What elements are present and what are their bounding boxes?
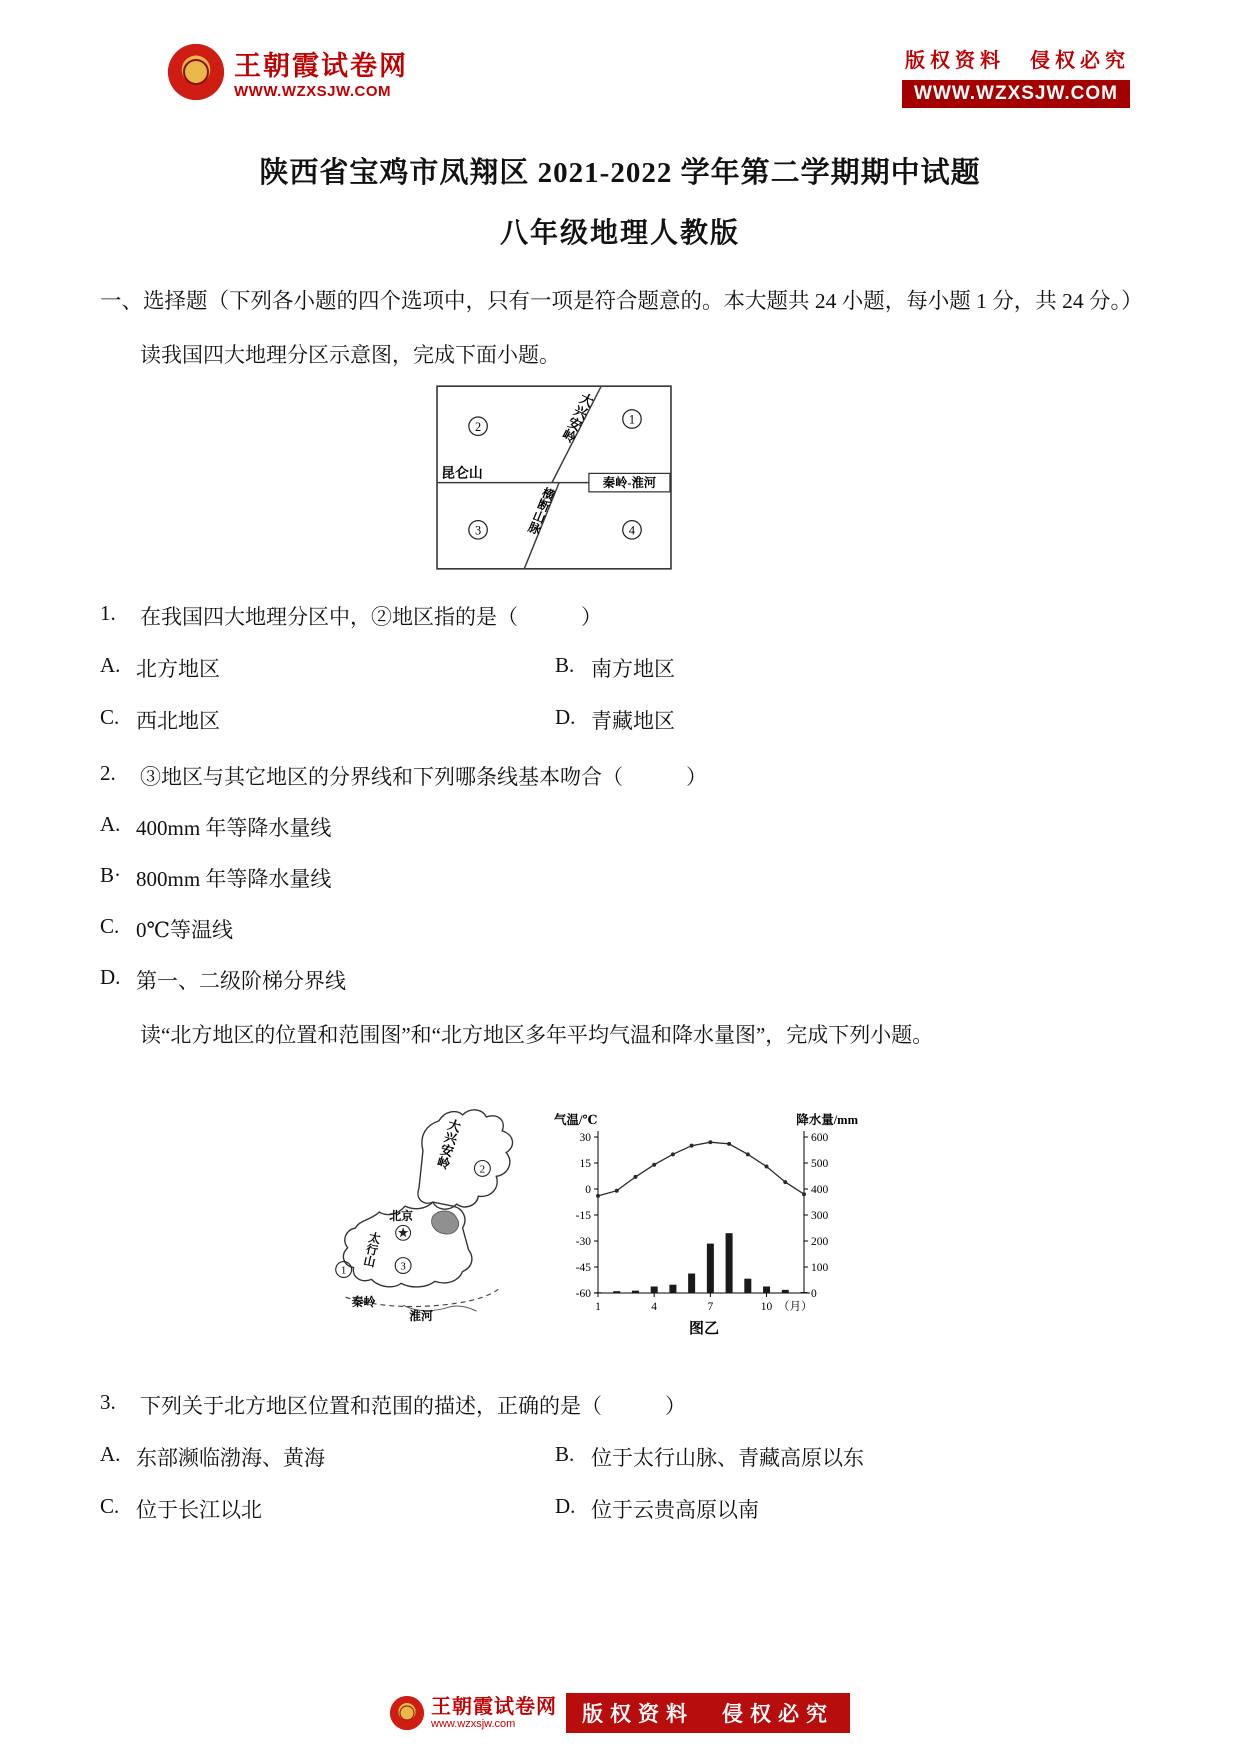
left-tick-label: 15 [579, 1158, 591, 1171]
question-2 [0, 761, 1240, 995]
option-b [555, 653, 1140, 683]
chart-caption: 图乙 [688, 1321, 720, 1338]
temperature-point [802, 1192, 806, 1196]
x-axis-unit: （月） [778, 1301, 813, 1314]
left-tick-label: -30 [575, 1236, 591, 1249]
option-a [100, 812, 1140, 842]
temperature-point [652, 1163, 656, 1167]
page-footer [0, 1693, 1240, 1733]
qinling-label: 秦岭 [351, 1295, 376, 1310]
question-2-options [100, 812, 1140, 995]
footer-copyright-banner: 版权资料 侵权必究 [566, 1693, 850, 1733]
site-logo [168, 44, 408, 100]
region-1-number: 1 [340, 1264, 347, 1277]
option-label: A. [100, 812, 121, 837]
question-3 [0, 1390, 1240, 1524]
shaded-sea-area [432, 1211, 459, 1234]
precipitation-bar [744, 1279, 751, 1293]
option-label: B. [555, 1442, 575, 1467]
daxinganling-label: 大兴安岭 [433, 1117, 462, 1171]
right-tick-label: 300 [811, 1210, 829, 1223]
left-tick-label: 30 [579, 1132, 591, 1145]
option-text: 0℃等温线 [136, 918, 233, 943]
region-1-marker [623, 410, 641, 428]
question-3-options [100, 1420, 1140, 1524]
question-text: 下列关于北方地区位置和范围的描述，正确的是（ ） [140, 1394, 686, 1419]
region-2-marker [469, 417, 487, 435]
option-text: 位于长江以北 [136, 1498, 262, 1523]
climate-chart [552, 1107, 862, 1339]
option-label: B· [100, 863, 121, 888]
beijing-capital-marker [396, 1225, 411, 1240]
precipitation-bar [595, 1292, 602, 1293]
option-text: 青藏地区 [591, 709, 675, 734]
option-c [100, 914, 1140, 944]
question-text: 在我国四大地理分区中，②地区指的是（ ） [140, 605, 602, 630]
brand-text [234, 44, 408, 100]
option-d [555, 1494, 1140, 1524]
section-heading: 一、选择题（下列各小题的四个选项中，只有一项是符合题意的。本大题共 24 小题，每小题 1 分，共 24 分。） [100, 289, 1143, 313]
question-text: ③地区与其它地区的分界线和下列哪条线基本吻合（ ） [140, 765, 707, 790]
option-c [100, 705, 555, 735]
copyright-url-banner: WWW.WZXSJW.COM [902, 80, 1130, 108]
footer-brand-site-url: www.wzxsjw.com [431, 1718, 516, 1730]
temperature-point [671, 1152, 675, 1156]
left-axis-title: 气温/℃ [554, 1113, 598, 1128]
option-label: A. [100, 1442, 121, 1467]
option-label: C. [100, 914, 120, 939]
temperature-point [765, 1165, 769, 1169]
hengduan-label: 横断山脉 [524, 485, 557, 537]
left-tick-label: -45 [575, 1262, 591, 1275]
four-regions-diagram [436, 385, 672, 570]
right-axis-title: 降水量/mm [796, 1113, 858, 1128]
right-tick-label: 400 [811, 1184, 829, 1197]
option-label: C. [100, 1494, 120, 1519]
region-3-marker [469, 521, 487, 539]
option-label: C. [100, 705, 120, 730]
footer-brand-name: 王朝霞试卷网 [431, 1696, 557, 1718]
footer-logo [390, 1696, 557, 1730]
right-tick-label: 200 [811, 1236, 829, 1249]
option-text: 北方地区 [136, 657, 220, 682]
region-3-number: 3 [474, 523, 482, 538]
precipitation-bar [763, 1287, 770, 1294]
northeast-outline [418, 1110, 513, 1209]
taihangshan-label: 太行山 [361, 1230, 383, 1269]
question-number: 1. [100, 601, 116, 626]
region-2-number: 2 [479, 1163, 486, 1176]
brand-site-url: WWW.WZXSJW.COM [234, 83, 391, 100]
exam-title: 陕西省宝鸡市凤翔区 2021-2022 学年第二学期期中试题 [259, 157, 981, 189]
kunlunshan-label: 昆仑山 [441, 465, 483, 481]
question-1-options [100, 631, 1140, 735]
right-tick-label: 600 [811, 1132, 829, 1145]
option-text: 西北地区 [136, 709, 220, 734]
right-tick-label: 0 [811, 1288, 817, 1301]
option-d [100, 965, 1140, 995]
region-4-number: 4 [628, 523, 636, 538]
question-number: 3. [100, 1390, 116, 1415]
right-tick-label: 500 [811, 1158, 829, 1171]
region-3-number: 3 [400, 1260, 406, 1273]
precipitation-bar [632, 1291, 639, 1293]
precipitation-bar [707, 1244, 714, 1293]
temperature-line [598, 1142, 804, 1196]
option-label: D. [555, 1494, 576, 1519]
copyright-block [902, 44, 1130, 108]
four-regions-figure [436, 385, 672, 575]
beijing-label: 北京 [389, 1209, 414, 1224]
right-tick-label: 100 [811, 1262, 829, 1275]
huaihe-label: 淮河 [409, 1309, 433, 1324]
temperature-point [727, 1142, 731, 1146]
precipitation-bar [669, 1285, 676, 1293]
option-text: 南方地区 [591, 657, 675, 682]
option-text: 第一、二级阶梯分界线 [136, 969, 346, 994]
temperature-point [708, 1140, 712, 1144]
option-b [100, 863, 1140, 893]
option-text: 位于太行山脉、青藏高原以东 [591, 1446, 864, 1471]
precipitation-bar [688, 1274, 695, 1294]
north-china-map [288, 1107, 546, 1325]
temperature-point [633, 1175, 637, 1179]
intro-text-1: 读我国四大地理分区示意图，完成下面小题。 [140, 343, 560, 368]
option-label: D. [100, 965, 121, 990]
option-text: 位于云贵高原以南 [591, 1498, 759, 1523]
x-tick-label: 1 [595, 1301, 601, 1314]
daxinganling-label: 大兴安岭 [558, 390, 596, 445]
option-label: D. [555, 705, 576, 730]
option-label: A. [100, 653, 121, 678]
option-a [100, 1442, 555, 1472]
x-tick-label: 4 [651, 1301, 658, 1314]
option-label: B. [555, 653, 575, 678]
option-b [555, 1442, 1140, 1472]
seal-icon [168, 44, 224, 100]
option-text: 东部濒临渤海、黄海 [136, 1446, 325, 1471]
question-1 [0, 601, 1240, 735]
qinling-huaihe-label-box [589, 473, 670, 491]
region-4-marker [623, 521, 641, 539]
qinling-huaihe-label: 秦岭-淮河 [602, 476, 657, 491]
north-region-figures [288, 1107, 1240, 1344]
x-tick-label: 10 [760, 1301, 773, 1314]
seal-icon [390, 1696, 424, 1730]
temperature-point [596, 1194, 600, 1198]
left-tick-label: -60 [575, 1288, 591, 1301]
temperature-point [690, 1144, 694, 1148]
question-number: 2. [100, 761, 116, 786]
climate-chart-figure [552, 1107, 862, 1344]
capital-star-icon [398, 1227, 408, 1237]
temperature-point [746, 1152, 750, 1156]
region-1-number: 1 [628, 412, 636, 427]
option-c [100, 1494, 555, 1524]
brand-name: 王朝霞试卷网 [234, 51, 408, 81]
temperature-point [783, 1180, 787, 1184]
precipitation-bar [782, 1290, 789, 1293]
temperature-point [615, 1189, 619, 1193]
copyright-notice: 版权资料 侵权必究 [905, 50, 1130, 72]
option-text: 800mm 年等降水量线 [136, 867, 332, 892]
region-1-marker [336, 1262, 352, 1278]
option-d [555, 705, 1140, 735]
region-2-number: 2 [474, 419, 482, 434]
left-tick-label: 0 [585, 1184, 591, 1197]
option-text: 400mm 年等降水量线 [136, 816, 332, 841]
option-a [100, 653, 555, 683]
intro-text-2: 读“北方地区的位置和范围图”和“北方地区多年平均气温和降水量图”，完成下列小题。 [140, 1023, 934, 1048]
precipitation-bar [651, 1287, 658, 1294]
precipitation-bar [801, 1292, 808, 1293]
x-tick-label: 7 [707, 1301, 714, 1314]
page-header [0, 0, 1240, 108]
precipitation-bar [613, 1291, 620, 1293]
region-3-marker [395, 1258, 411, 1274]
left-tick-label: -15 [575, 1210, 591, 1223]
exam-subtitle: 八年级地理人教版 [499, 218, 740, 249]
precipitation-bar [726, 1233, 733, 1293]
region-2-marker [474, 1161, 490, 1177]
